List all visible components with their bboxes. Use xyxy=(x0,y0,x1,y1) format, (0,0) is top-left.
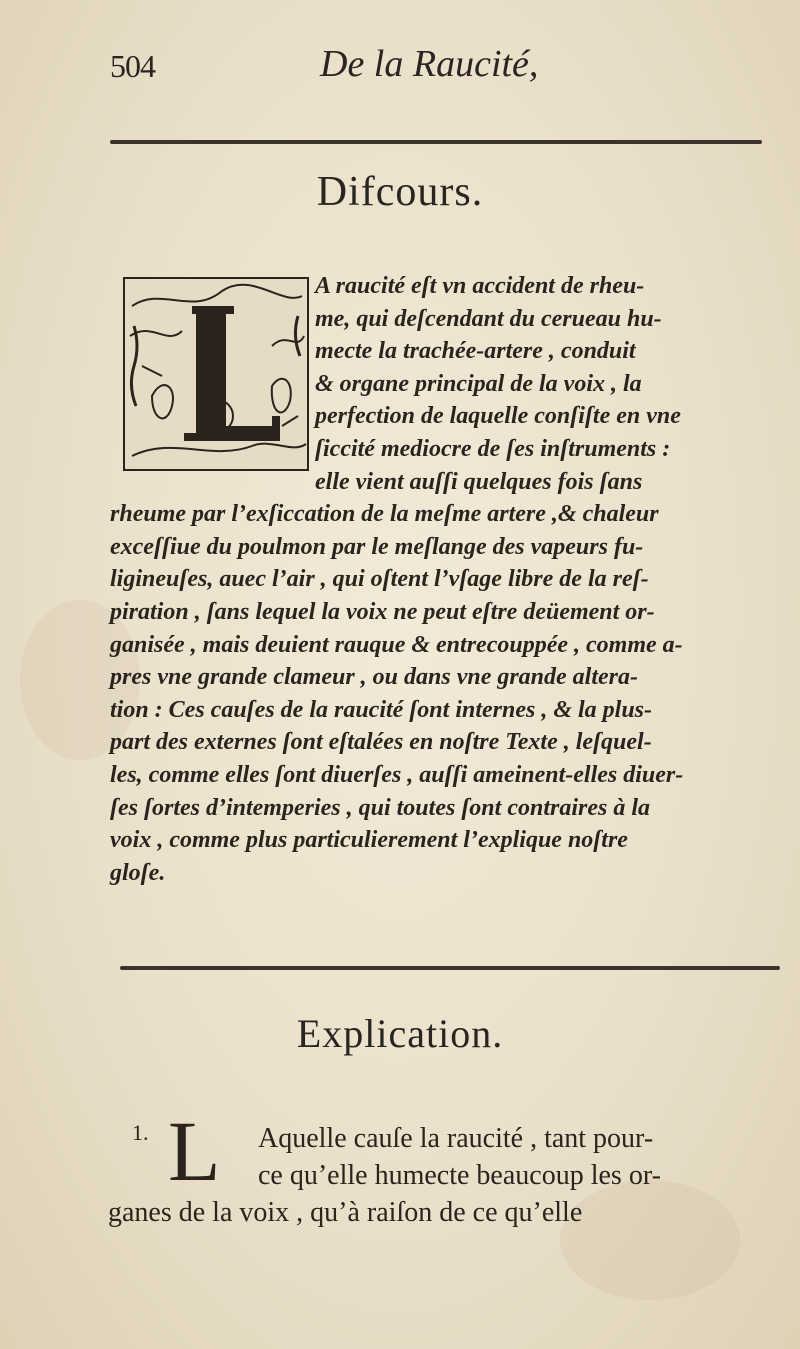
text-line: ligineuſes, auec l’air , qui oſtent l’vſage libre de la reſ- xyxy=(110,566,649,593)
text-line: elle vient auſſi quelques fois ſans xyxy=(315,468,643,495)
text-line: pres vne grande clameur , ou dans vne grande altera- xyxy=(110,664,638,691)
running-header xyxy=(110,42,770,92)
discours-heading: Difcours. xyxy=(316,169,484,215)
discours-paragraph xyxy=(110,270,790,889)
text-line: A raucité eſt vn accident de rheu- xyxy=(315,273,645,299)
note-number: 1. xyxy=(132,1120,149,1145)
text-line: me, qui deſcendant du cerueau hu- xyxy=(315,305,662,332)
text-line: piration , ſans lequel la voix ne peut eſtre deüement or- xyxy=(110,598,655,625)
explication-paragraph xyxy=(108,1103,798,1231)
header-rule xyxy=(110,140,762,144)
text-line: perfection de laquelle conſiſte en vne xyxy=(315,403,681,430)
text-line: les, comme elles ſont diuerſes , auſſi ameinent-elles diuer- xyxy=(110,761,684,788)
text-line: gloſe. xyxy=(110,859,166,886)
text-line: exceſſiue du poulmon par le meſlange des vapeurs fu- xyxy=(110,533,644,560)
page-number: 504 xyxy=(110,48,155,84)
text-line: rheume par l’exſiccation de la meſme artere ,& chaleur xyxy=(110,501,659,528)
text-line: voix , comme plus particulierement l’explique noſtre xyxy=(110,827,628,854)
text-line: tion : Ces cauſes de la raucité ſont internes , & la plus- xyxy=(110,696,653,723)
section-rule xyxy=(120,966,780,970)
explication-heading: Explication. xyxy=(296,1011,504,1056)
text-line: part des externes ſont eſtalées en noſtre Texte , leſquel- xyxy=(110,729,652,756)
initial-letter: L xyxy=(168,1103,221,1199)
running-title: De la Raucité, xyxy=(320,43,539,85)
text-line: ganisée , mais deuient rauque & entrecouppée , comme a- xyxy=(110,631,683,658)
text-line: ſes ſortes d’intemperies , qui toutes ſont contraires à la xyxy=(110,794,650,821)
text-line: & organe principal de la voix , la xyxy=(315,370,642,397)
text-line: ganes de la voix , qu’à raiſon de ce qu’elle xyxy=(108,1197,583,1228)
text-line: Aquelle cauſe la raucité , tant pour- xyxy=(258,1123,654,1154)
text-line: ce qu’elle humecte beaucoup les or- xyxy=(258,1160,661,1191)
text-line: mecte la trachée-artere , conduit xyxy=(315,338,636,365)
text-line: ſiccité mediocre de ſes inſtruments : xyxy=(315,435,671,462)
